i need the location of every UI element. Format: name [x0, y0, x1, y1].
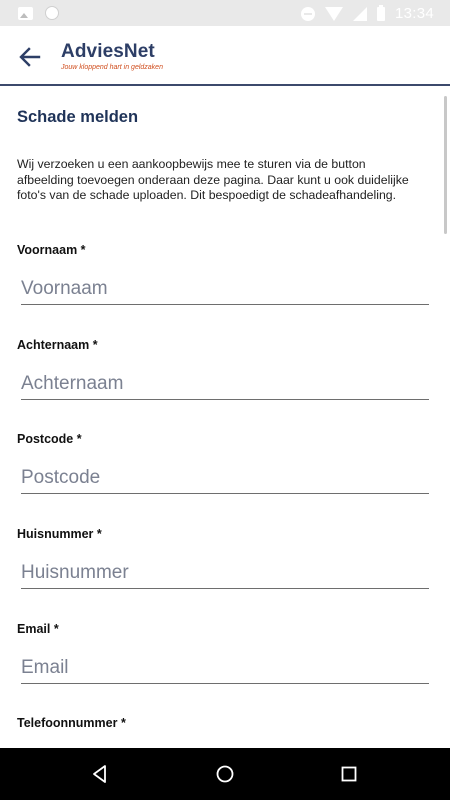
- achternaam-label: Achternaam *: [17, 338, 98, 352]
- do-not-disturb-icon: [301, 7, 315, 21]
- email-field[interactable]: [21, 653, 429, 684]
- battery-icon: [377, 7, 385, 21]
- back-triangle-icon[interactable]: [88, 762, 112, 786]
- telefoonnummer-label: Telefoonnummer *: [17, 716, 126, 730]
- logo-name: AdviesNet: [61, 41, 155, 62]
- scrollbar[interactable]: [444, 96, 447, 234]
- postcode-field[interactable]: [21, 463, 429, 494]
- signal-icon: [353, 7, 367, 21]
- status-bar: [0, 0, 450, 26]
- home-circle-icon[interactable]: [213, 762, 237, 786]
- recents-square-icon[interactable]: [337, 762, 361, 786]
- voornaam-label: Voornaam *: [17, 243, 86, 257]
- email-label: Email *: [17, 622, 59, 636]
- status-time: 13:34: [394, 5, 434, 22]
- voornaam-field[interactable]: [21, 274, 429, 305]
- wifi-icon: [325, 7, 343, 21]
- logo: [61, 42, 163, 72]
- navigation-bar: [0, 748, 450, 800]
- app-bar: [0, 26, 450, 86]
- huisnummer-label: Huisnummer *: [17, 527, 102, 541]
- form-content[interactable]: [0, 88, 450, 748]
- arrow-left-icon[interactable]: [17, 44, 43, 70]
- app-bar-divider: [0, 84, 450, 86]
- image-icon: [18, 7, 33, 20]
- achternaam-field[interactable]: [21, 369, 429, 400]
- intro-text: Wij verzoeken u een aankoopbewijs mee te sturen via de button afbeelding toevoegen onderaan deze pagina. Daar kunt u ook duidelijke foto's van de schade uploaden. Dit bespoedigt de schadeafhandeling.: [17, 157, 409, 202]
- page-title: Schade melden: [17, 108, 139, 126]
- postcode-label: Postcode *: [17, 432, 82, 446]
- huisnummer-field[interactable]: [21, 558, 429, 589]
- logo-tagline: Jouw kloppend hart in geldzaken: [61, 64, 163, 71]
- circle-icon: [45, 6, 59, 20]
